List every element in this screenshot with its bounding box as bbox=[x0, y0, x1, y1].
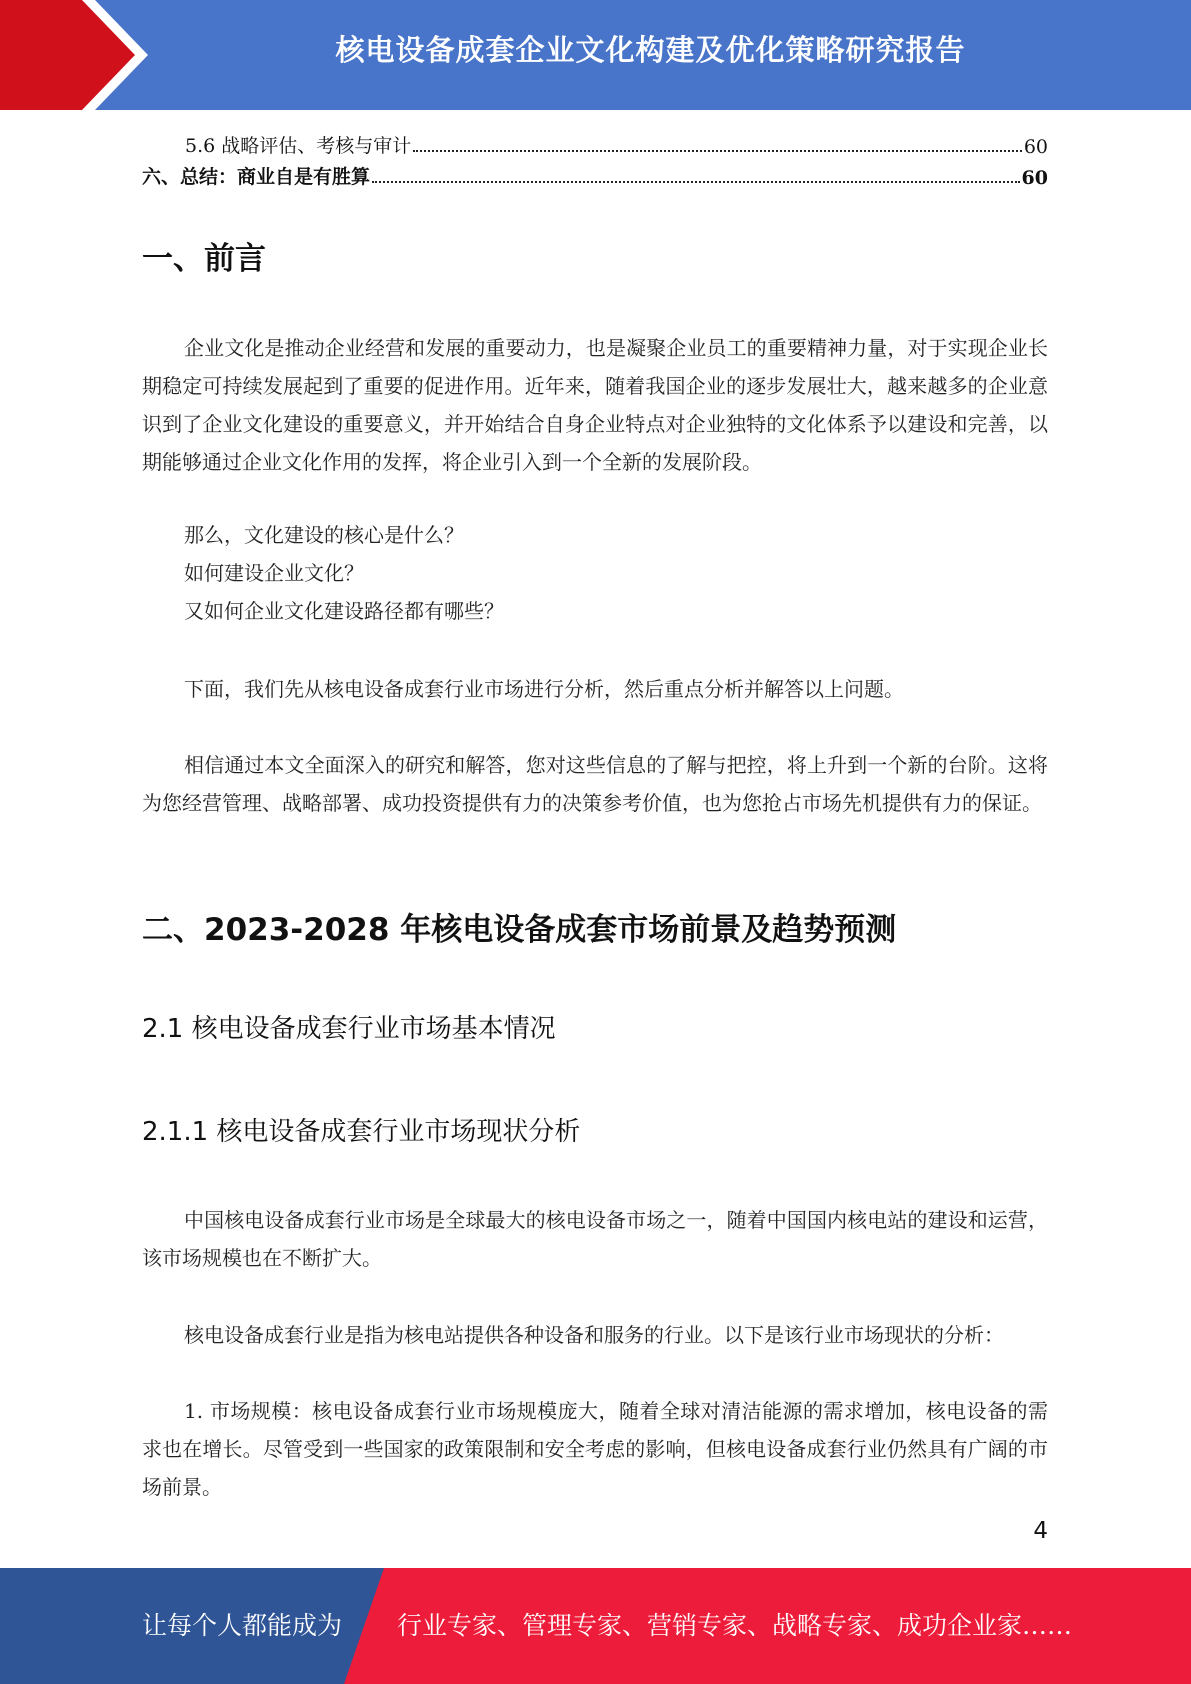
toc-entry[interactable] bbox=[142, 128, 1048, 158]
subsection-heading: 2.1 核电设备成套行业市场基本情况 bbox=[142, 1014, 556, 1044]
page-number: 4 bbox=[1033, 1518, 1048, 1544]
toc-leader-dots bbox=[413, 150, 1022, 152]
question-line: 又如何企业文化建设路径都有哪些？ bbox=[184, 599, 504, 623]
footer-slogan-right: 行业专家、管理专家、营销专家、战略专家、成功企业家…… bbox=[397, 1611, 1073, 1640]
question-line: 如何建设企业文化？ bbox=[184, 561, 364, 585]
page-footer bbox=[0, 1568, 1191, 1684]
footer-slogan-left: 让每个人都能成为 bbox=[142, 1611, 343, 1640]
toc-entry[interactable] bbox=[142, 159, 1048, 189]
section-heading: 一、前言 bbox=[142, 241, 266, 277]
toc-entry-label: 六、总结：商业自是有胜算 bbox=[142, 166, 371, 188]
report-title: 核电设备成套企业文化构建及优化策略研究报告 bbox=[335, 33, 966, 67]
section-heading: 二、2023-2028 年核电设备成套市场前景及趋势预测 bbox=[142, 912, 897, 948]
toc-entry-page: 60 bbox=[1023, 136, 1048, 158]
paragraph: 下面，我们先从核电设备成套行业市场进行分析，然后重点分析并解答以上问题。 bbox=[184, 677, 904, 701]
paragraph: 中国核电设备成套行业市场是全球最大的核电设备市场之一，随着中国国内核电站的建设和运营，该市场规模也在不断扩大。 bbox=[142, 1208, 1048, 1270]
toc-entry-page: 60 bbox=[1021, 167, 1048, 189]
question-line: 那么，文化建设的核心是什么？ bbox=[184, 523, 464, 547]
subsection-heading: 2.1.1 核电设备成套行业市场现状分析 bbox=[142, 1117, 581, 1147]
paragraph: 相信通过本文全面深入的研究和解答，您对这些信息的了解与把控，将上升到一个新的台阶。这将为您经营管理、战略部署、成功投资提供有力的决策参考价值，也为您抢占市场先机提供有力的保证。 bbox=[142, 753, 1048, 815]
page-header bbox=[0, 0, 1191, 110]
paragraph: 核电设备成套行业是指为核电站提供各种设备和服务的行业。以下是该行业市场现状的分析： bbox=[184, 1323, 1004, 1347]
paragraph: 1. 市场规模：核电设备成套行业市场规模庞大，随着全球对清洁能源的需求增加，核电设备的需求也在增长。尽管受到一些国家的政策限制和安全考虑的影响，但核电设备成套行业仍然具有广阔的市场前景。 bbox=[142, 1399, 1048, 1499]
toc-leader-dots bbox=[372, 181, 1020, 183]
toc-entry-label: 5.6 战略评估、考核与审计 bbox=[185, 135, 412, 157]
paragraph: 企业文化是推动企业经营和发展的重要动力，也是凝聚企业员工的重要精神力量，对于实现企业长期稳定可持续发展起到了重要的促进作用。近年来，随着我国企业的逐步发展壮大，越来越多的企业意识到了企业文化建设的重要意义，并开始结合自身企业特点对企业独特的文化体系予以建设和完善，以期能够通过企业文化作用的发挥，将企业引入到一个全新的发展阶段。 bbox=[142, 336, 1048, 474]
